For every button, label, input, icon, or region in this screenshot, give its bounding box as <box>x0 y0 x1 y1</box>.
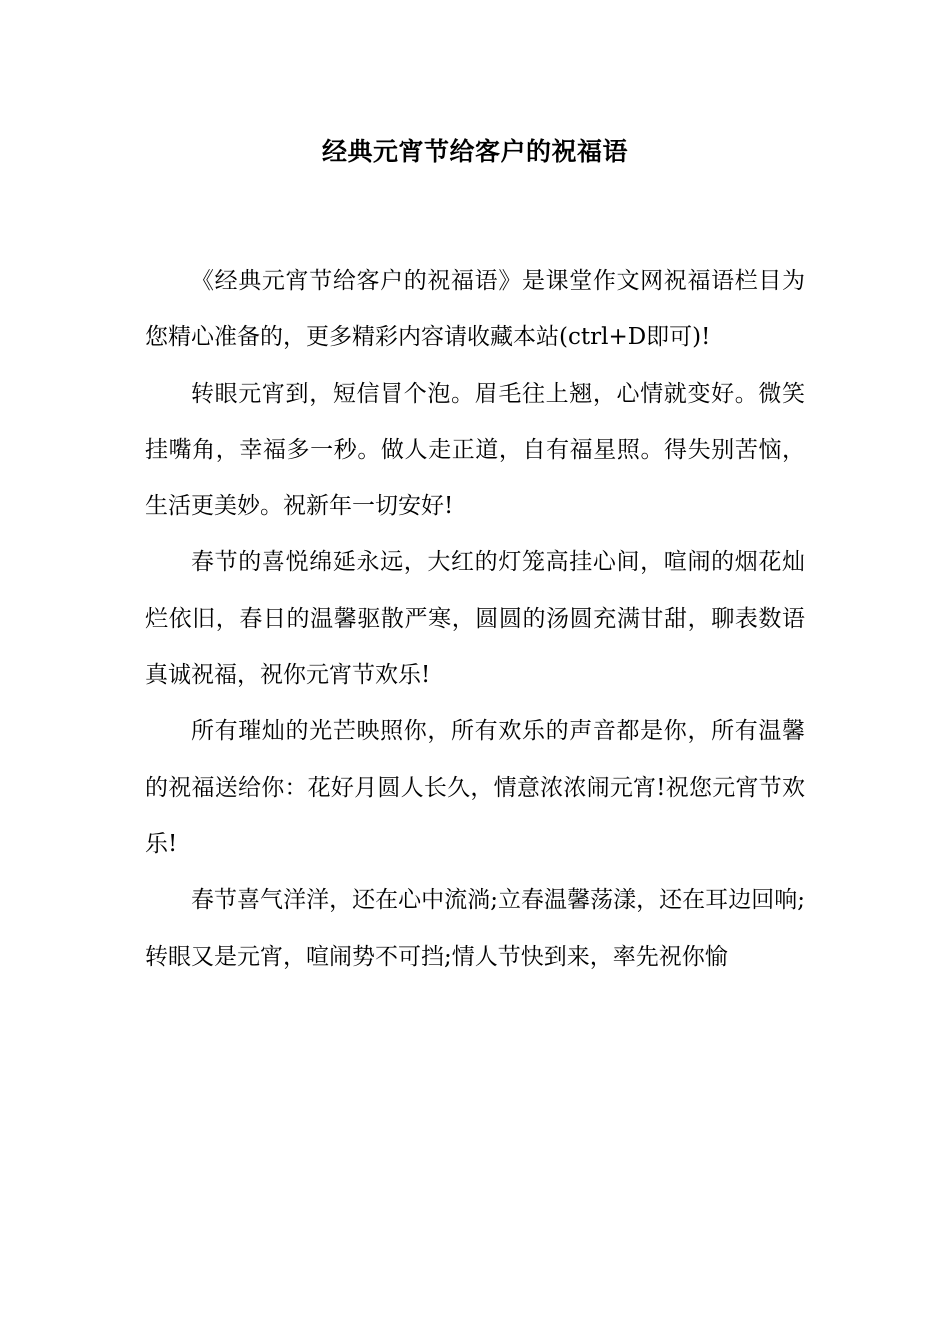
paragraph-intro: 《经典元宵节给客户的祝福语》是课堂作文网祝福语栏目为您精心准备的，更多精彩内容请收藏本站(ctrl+D即可)! <box>145 268 805 351</box>
document-title: 经典元宵节给客户的祝福语 <box>321 137 628 166</box>
paragraph-blessing-2: 春节的喜悦绵延永远，大红的灯笼高挂心间，喧闹的烟花灿烂依旧，春日的温馨驱散严寒，圆圆的汤圆充满甘甜，聊表数语真诚祝福，祝你元宵节欢乐! <box>145 549 805 689</box>
document-body <box>145 253 805 985</box>
paragraph-blessing-3: 所有璀灿的光芒映照你，所有欢乐的声音都是你，所有温馨的祝福送给你：花好月圆人长久，情意浓浓闹元宵!祝您元宵节欢乐! <box>145 718 805 857</box>
paragraph-blessing-4: 春节喜气洋洋，还在心中流淌;立春温馨荡漾，还在耳边回响;转眼又是元宵，喧闹势不可挡;情人节快到来，率先祝你愉 <box>145 887 805 970</box>
paragraph-blessing-1: 转眼元宵到，短信冒个泡。眉毛往上翘，心情就变好。微笑挂嘴角，幸福多一秒。做人走正道，自有福星照。得失别苦恼，生活更美妙。祝新年一切安好! <box>145 380 805 520</box>
